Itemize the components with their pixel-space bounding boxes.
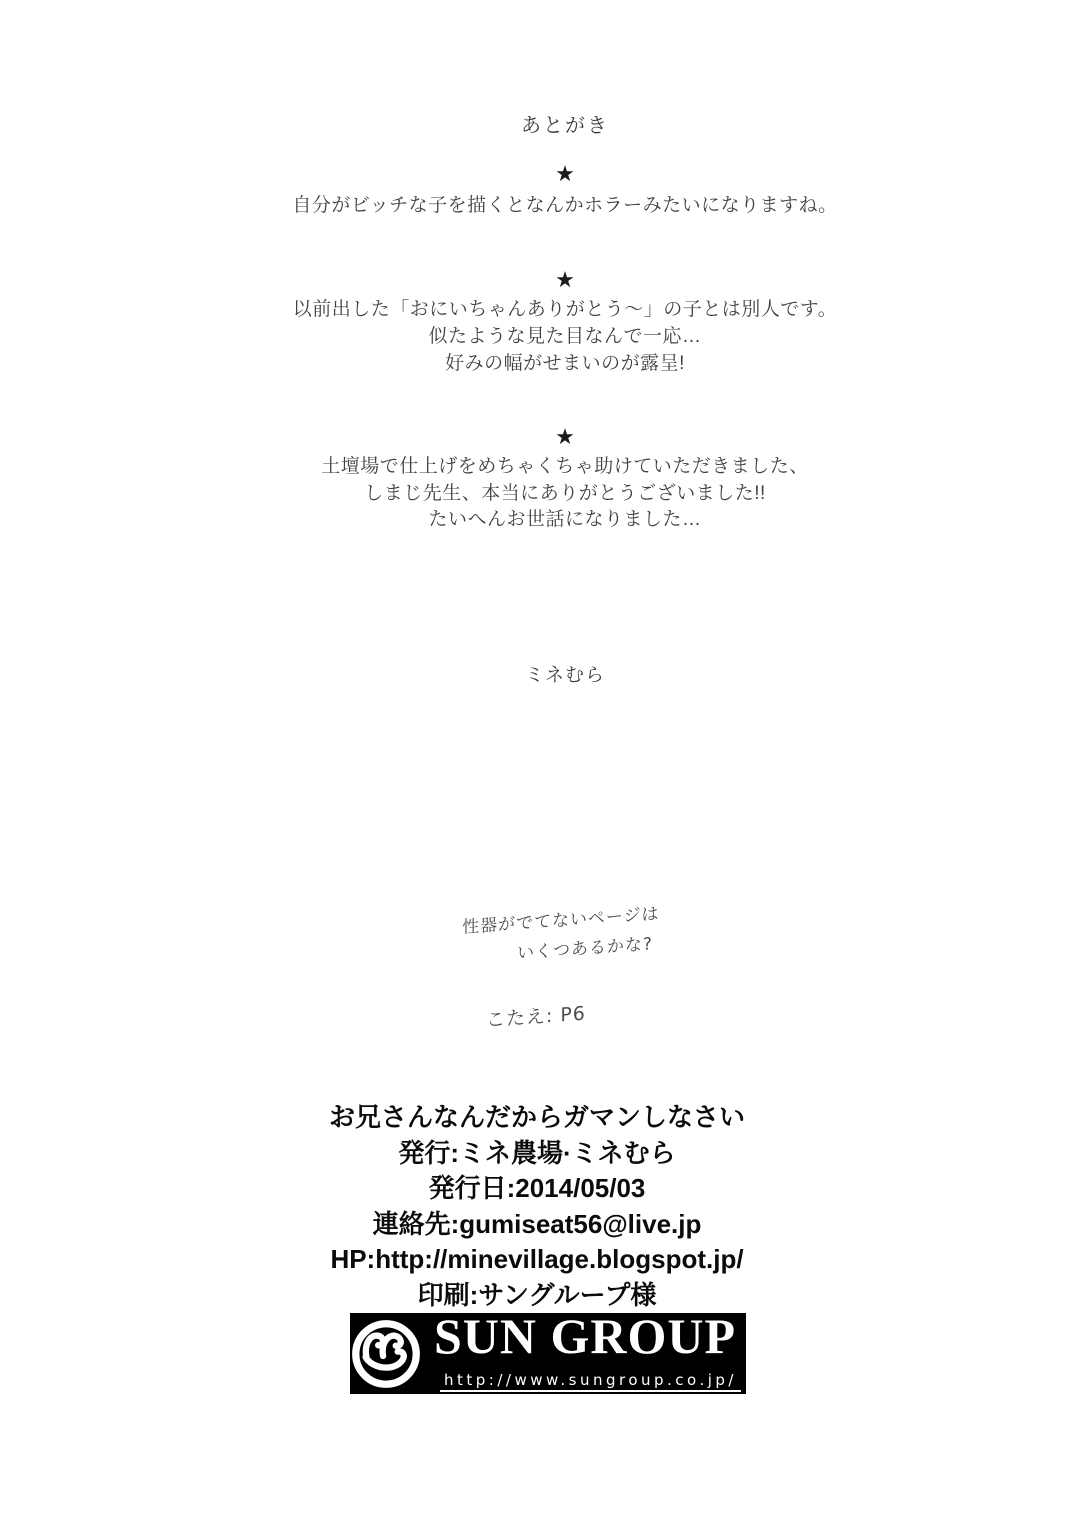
star-icon: ★ [555,267,575,292]
sun-group-emblem-icon [347,1315,425,1393]
afterword-line: 好みの幅がせまいのが露呈! [445,353,685,374]
sun-group-logo [350,1308,746,1394]
afterword-line: たいへんお世話になりました… [428,509,702,530]
handwritten-note-line1: 性器がでてないページは [462,904,660,938]
homepage-url-line: HP:http://minevillage.blogspot.jp/ [330,1244,744,1274]
publish-date-line: 発行日:2014/05/03 [428,1173,646,1203]
handwritten-note-line2: いくつあるかな? [517,934,653,964]
afterword-line: 以前出した「おにいちゃんありがとう〜」の子とは別人です。 [292,299,838,320]
author-signature: ミネむら [524,665,605,686]
sun-group-wordmark: SUN GROUP [434,1308,737,1364]
contact-email-line: 連絡先:gumiseat56@live.jp [372,1208,702,1239]
book-title: お兄さんなんだからガマンしなさい [328,1102,745,1132]
printer-line: 印刷:サングループ様 [417,1279,657,1310]
afterword-line: 似たような見た目なんで一応… [428,326,702,347]
afterword-line: 土壇場で仕上げをめちゃくちゃ助けていただきました、 [321,456,809,477]
afterword-line: 自分がビッチな子を描くとなんかホラーみたいになりますね。 [292,195,838,216]
afterword-line: しまじ先生、本当にありがとうございました!! [364,483,766,504]
page-title: あとがき [521,115,609,137]
sun-group-url: http://www.sungroup.co.jp/ [440,1371,741,1392]
star-icon: ★ [555,424,575,449]
publisher-line: 発行:ミネ農場·ミネむら [398,1137,676,1168]
star-icon: ★ [555,161,575,186]
handwritten-answer: こたえ: P6 [486,1002,586,1032]
colophon [0,1100,1074,1313]
